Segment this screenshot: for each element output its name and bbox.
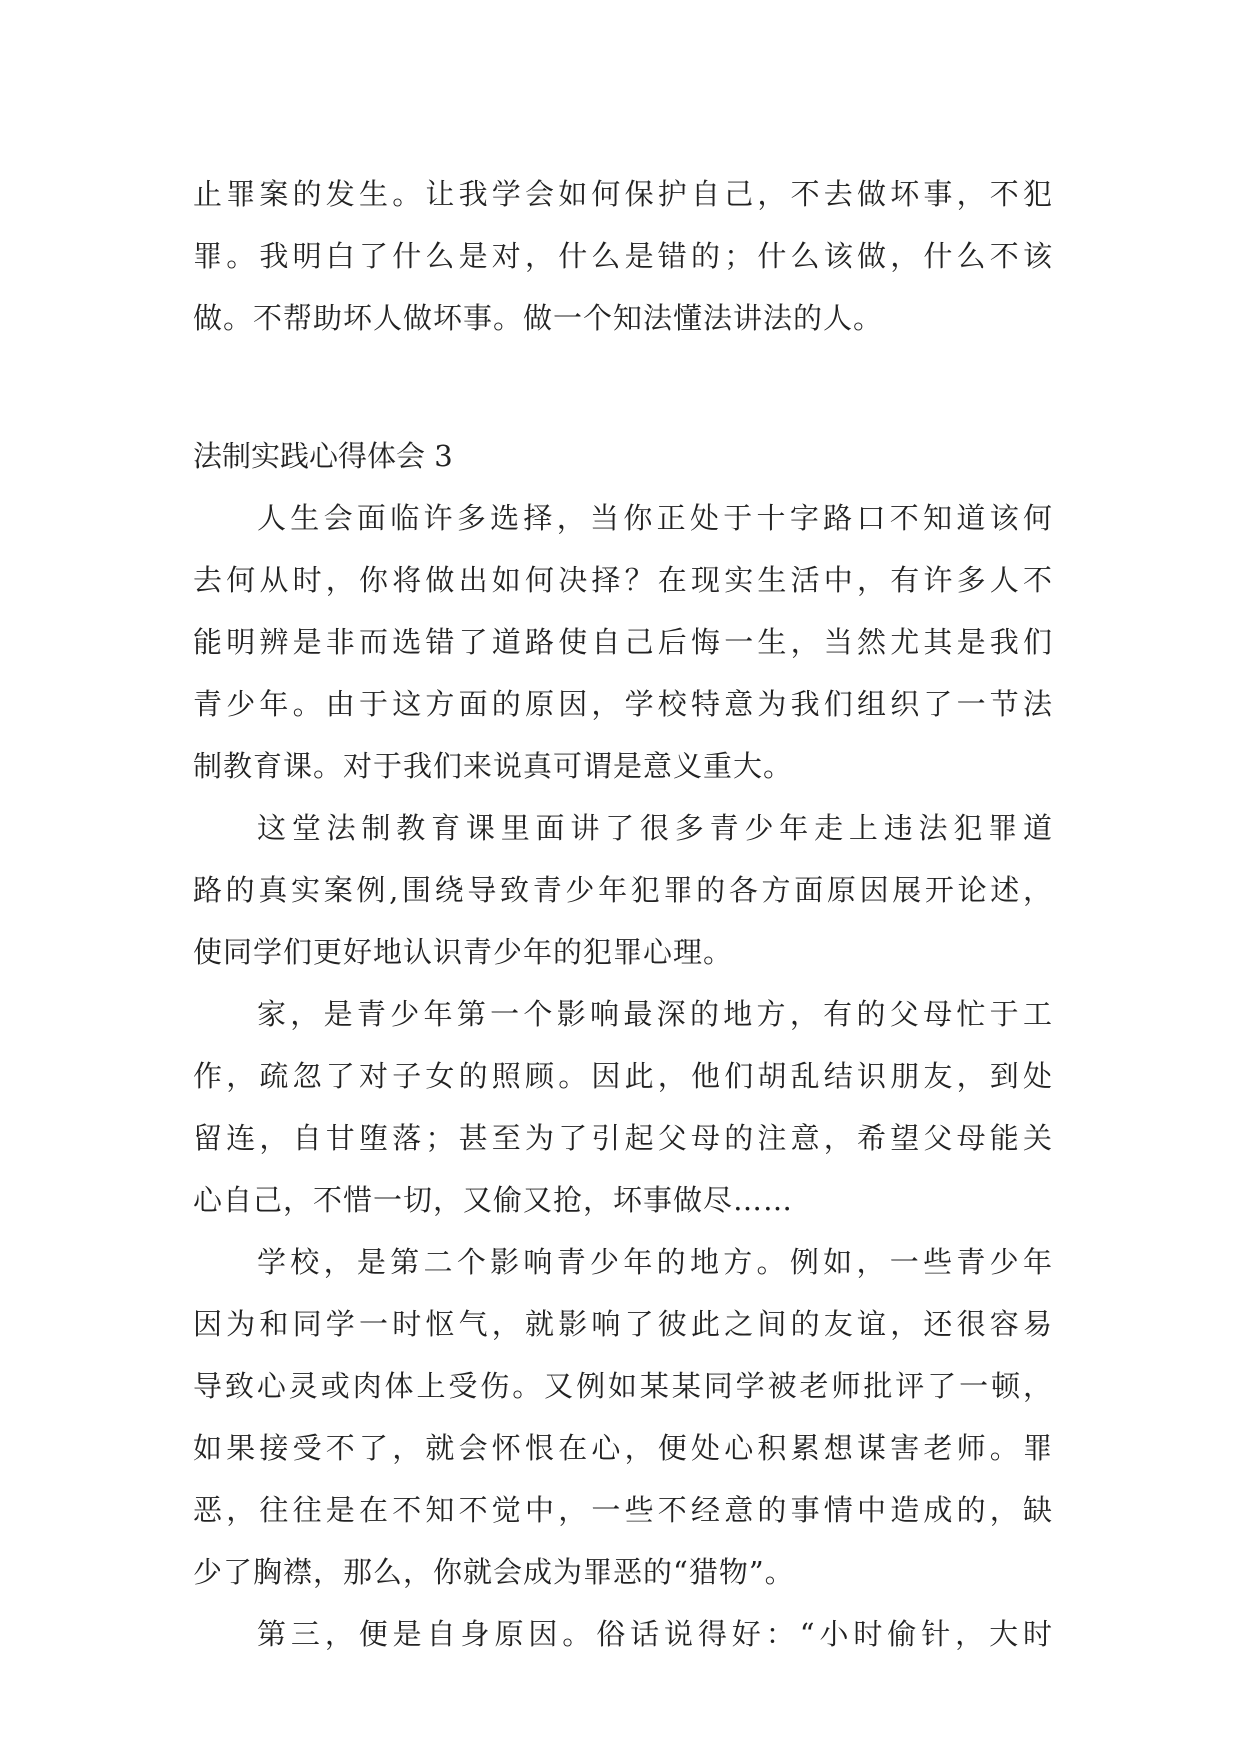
text-line: 路的真实案例,围绕导致青少年犯罪的各方面原因展开论述，: [193, 873, 1053, 907]
paragraph: [193, 983, 1053, 1231]
text-line: 能明辨是非而选错了道路使自己后悔一生，当然尤其是我们: [193, 625, 1053, 659]
text-line: 使同学们更好地认识青少年的犯罪心理。: [193, 935, 734, 969]
text-line: 第三，便是自身原因。俗话说得好：“小时偷针，大时: [257, 1617, 1053, 1651]
text-line: 去何从时，你将做出如何决择？在现实生活中，有许多人不: [193, 563, 1053, 597]
text-line: 作，疏忽了对子女的照顾。因此，他们胡乱结识朋友，到处: [193, 1059, 1053, 1093]
paragraph: [193, 487, 1053, 797]
paragraph: [193, 1231, 1053, 1603]
text-line: 制教育课。对于我们来说真可谓是意义重大。: [193, 749, 794, 783]
text-line: 人生会面临许多选择，当你正处于十字路口不知道该何: [257, 501, 1053, 535]
text-line: 学校，是第二个影响青少年的地方。例如，一些青少年: [257, 1245, 1053, 1279]
text-line: 罪。我明白了什么是对，什么是错的；什么该做，什么不该: [193, 239, 1053, 273]
section-title: 法制实践心得体会 3: [193, 439, 453, 473]
document-body: [193, 163, 1053, 1665]
text-line: 导致心灵或肉体上受伤。又例如某某同学被老师批评了一顿，: [193, 1369, 1053, 1403]
text-line: 因为和同学一时怄气，就影响了彼此之间的友谊，还很容易: [193, 1307, 1053, 1341]
paragraph: [193, 797, 1053, 983]
section-spacer: [193, 349, 1053, 425]
text-line: 恶，往往是在不知不觉中，一些不经意的事情中造成的，缺: [193, 1493, 1053, 1527]
text-line: 家，是青少年第一个影响最深的地方，有的父母忙于工: [257, 997, 1053, 1031]
text-line: 做。不帮助坏人做坏事。做一个知法懂法讲法的人。: [193, 301, 884, 335]
continuation-paragraph: [193, 163, 1053, 349]
text-line: 少了胸襟，那么，你就会成为罪恶的“猎物”。: [193, 1555, 795, 1589]
text-line: 心自己，不惜一切，又偷又抢，坏事做尽……: [193, 1183, 794, 1217]
text-line: 留连，自甘堕落；甚至为了引起父母的注意，希望父母能关: [193, 1121, 1053, 1155]
text-line: 止罪案的发生。让我学会如何保护自己，不去做坏事，不犯: [193, 177, 1053, 211]
text-line: 这堂法制教育课里面讲了很多青少年走上违法犯罪道: [257, 811, 1053, 845]
paragraph: [193, 1603, 1053, 1665]
text-line: 青少年。由于这方面的原因，学校特意为我们组织了一节法: [193, 687, 1053, 721]
text-line: 如果接受不了，就会怀恨在心，便处心积累想谋害老师。罪: [193, 1431, 1053, 1465]
